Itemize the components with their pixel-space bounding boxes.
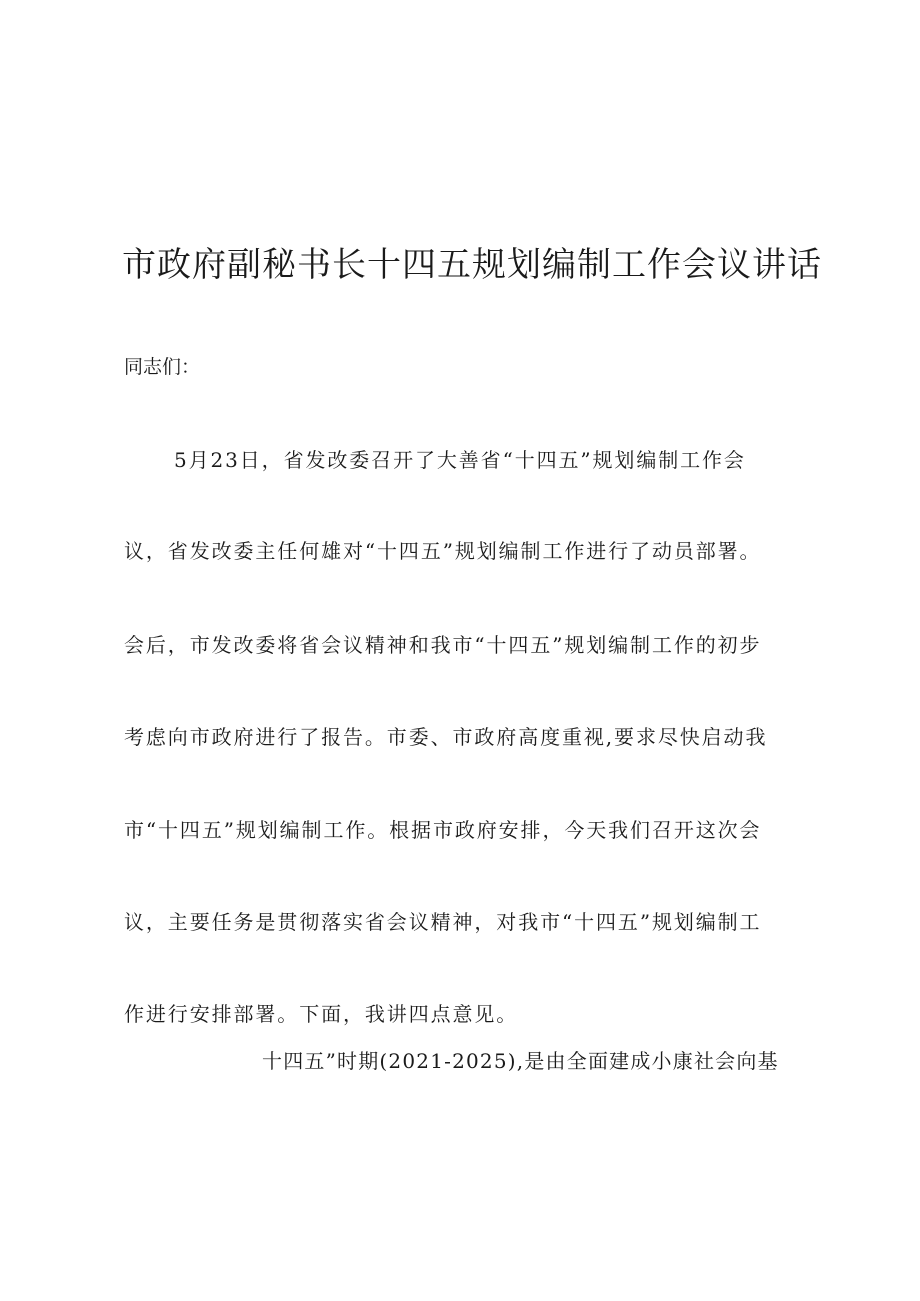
salutation: 同志们： (124, 356, 201, 378)
document-title: 市政府副秘书长十四五规划编制工作会议讲话 (122, 245, 822, 285)
paragraph-line: 市“十四五”规划编制工作。根据市政府安排，今天我们召开这次会 (124, 818, 762, 842)
paragraph-line: 考虑向市政府进行了报告。市委、市政府高度重视,要求尽快启动我 (124, 725, 768, 749)
paragraph-line: 议，主要任务是贯彻落实省会议精神，对我市“十四五”规划编制工 (124, 910, 762, 934)
paragraph-line: 会后，市发改委将省会议精神和我市“十四五”规划编制工作的初步 (124, 633, 762, 657)
paragraph-line: 议，省发改委主任何雄对“十四五”规划编制工作进行了动员部署。 (124, 539, 762, 563)
paragraph-line: 作进行安排部署。下面，我讲四点意见。 (124, 1002, 519, 1026)
paragraph-line: 十四五”时期(2021-2025),是由全面建成小康社会向基 (262, 1049, 779, 1073)
paragraph-line: 5月23日，省发改委召开了大善省“十四五”规划编制工作会 (174, 448, 746, 472)
